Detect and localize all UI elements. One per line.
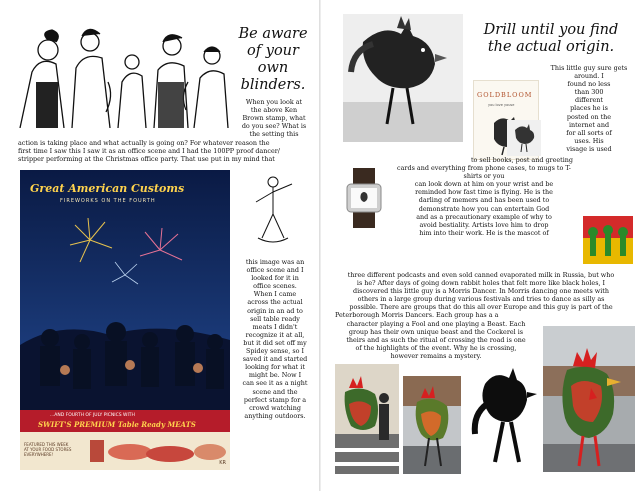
column-line: origin in an ad to [247,306,303,315]
ad-corner-text [24,442,71,457]
full-line: three different podcasts and even sold canned evaporated milk in Russia, but who [347,271,615,279]
lower-line: theirs and as such the ritual of crossing the road is one [346,336,526,345]
right-mid-paragraph [389,156,579,237]
left-right-column [234,258,316,420]
full-line: others in a large group during various festivals and tries to dance as silly as [357,295,605,304]
rooster-thumbnail [507,120,541,156]
mid-line: reminded how fast time is flying. He is the [415,188,553,197]
intro-line: Brown stamp, what [242,114,306,123]
narrow-line: different [575,96,603,105]
ad-brand: SWIFT'S PREMIUM Table Ready MEATS [38,420,196,429]
mid-line: cards and everything from phone cases, to mugs to T-shirts or you [397,164,571,181]
right-lower-paragraph [331,320,541,360]
mid-line: him into their work. He is the mascot of [419,228,549,237]
ad-signature: KR [219,460,226,466]
lower-line: character playing a Fool and one playing a Beast. Each [346,320,526,328]
column-line: can see it as a night [242,379,308,388]
crossing-photo-1 [335,364,399,474]
wristwatch-image [343,168,385,228]
ad-title: Great American Customs [30,182,185,195]
silhouette-photo [465,364,541,470]
right-page [321,0,640,491]
column-line: this image was an [245,258,305,266]
right-heading [471,22,631,56]
column-line: might be. Now I [248,371,302,380]
full-line: is he? After days of going down rabbit holes that felt more like black holes, I [356,279,606,288]
narrow-line: found no less [567,80,611,89]
lower-line: of the highlights of the event. Why he is crossing, [355,344,517,353]
narrow-line: posted on the [566,112,612,121]
intro-line: When you look at [245,98,303,106]
column-line: looked for it in [251,274,299,283]
wide-line: stripper performing at the Christmas office party. That use put in my mind that [18,155,275,164]
full-line: discovered this little guy is a Morris Dancer. In Morris dancing one meets with [353,287,609,296]
left-wide-paragraph [18,139,316,163]
rooster-photo-top [343,14,463,142]
right-full-paragraph [331,271,631,320]
ad-corner-line: EVERYWHERE! [24,452,54,457]
right-heading-line: Drill until you find [483,22,619,38]
mid-line: to sell books, post and greeting [470,156,573,164]
column-line: perfect stamp for a [243,395,307,404]
crossing-photo-2 [403,376,461,474]
column-line: Spidey sense, so I [245,347,304,356]
column-line: office scene and I [246,266,304,275]
mid-line: darling of memers and has been used to [418,196,550,205]
rooster-silhouette-icon [465,364,541,470]
column-line: across the actual [247,298,303,307]
intro-line: the setting this [249,130,299,139]
narrow-line: visage is used [566,144,612,153]
lower-line: however remains a mystery. [390,352,482,361]
mid-line: and as a precautionary example of why to [416,212,552,221]
dancer-sketch [238,172,308,248]
narrow-line: internet and [568,120,610,129]
left-heading-line: Be aware [238,26,308,42]
left-heading [233,26,313,94]
narrow-line: for all sorts of [566,128,612,137]
column-line: looking for what it [245,363,305,372]
left-intro-column [233,98,315,138]
column-line: sell table ready [250,314,300,323]
right-narrow-column [543,64,635,153]
narrow-line: places he is [570,104,608,113]
right-heading-line: the actual origin. [487,39,615,55]
left-heading-line: blinders. [240,77,306,93]
rooster-crossing-icon [335,364,399,474]
dancer-figure-icon [238,172,308,248]
narrow-line: than 300 [574,88,604,97]
left-page [0,0,319,491]
ad-subtitle: FIREWORKS ON THE FOURTH [60,198,156,204]
column-line: crowd watching [249,403,301,412]
column-line: meats I didn't [252,322,298,331]
stamp-line-art-illustration [18,12,230,128]
column-line: saved it and started [242,355,308,364]
rooster-thumbnail-icon [507,120,541,156]
column-line: anything outdoors. [244,411,306,420]
column-line: office scenes. [253,282,297,291]
narrow-line: This little guy sure gets around. I [550,64,628,81]
ad-bottom-line: ...AND FOURTH OF JULY PICNICS WITH [50,413,135,418]
ad-corner-line: FEATURED THIS WEEK [24,442,69,447]
full-line: Peterborough Morris Dancers. Each group has a a [335,311,499,320]
column-line: scene and the [252,387,298,396]
wristwatch-icon [343,168,385,228]
mid-line: avoid bestiality. Artists love him to drop [419,220,549,229]
lower-line: group has their own unique beast and the Cockerel is [348,328,524,337]
rooster-costume-icon [543,326,635,472]
wide-line: action is taking place and what actually is going on? For whatever reason the [18,139,270,147]
mid-line: demonstrate how you can entertain God [418,204,550,213]
rooster-dancer-icon [343,14,463,142]
column-line: When I came [253,290,297,299]
left-heading-line: own [257,60,289,76]
crowd-sketch-drawing [18,12,230,128]
goldbloom-tagline: you love youse [488,103,515,107]
left-heading-line: of your [247,43,299,59]
rooster-walk-icon [403,376,461,474]
rooster-street-photo [543,326,635,472]
column-line: but it did set off my [243,338,307,347]
goldbloom-title: GOLDBLOOM [477,91,533,99]
intro-line: the above Ken [250,106,298,115]
full-line: possible. There are groups that do this all over Europe and this guy is part of the [349,303,613,312]
colorful-dancers-image [583,216,633,264]
mid-line: can look down at him on your wrist and be [414,180,554,189]
column-line: recognize it at all, [245,330,305,339]
narrow-line: uses. His [574,136,604,145]
swift-meats-advertisement [20,170,230,470]
intro-line: do you see? What is [241,122,307,131]
wide-line: first time I saw this I saw it as an office scene and I had the 100PP proof dancer/ [18,147,280,156]
dancing-figures-icon [583,216,633,264]
ad-corner-line: AT YOUR FOOD STORES [24,447,72,452]
